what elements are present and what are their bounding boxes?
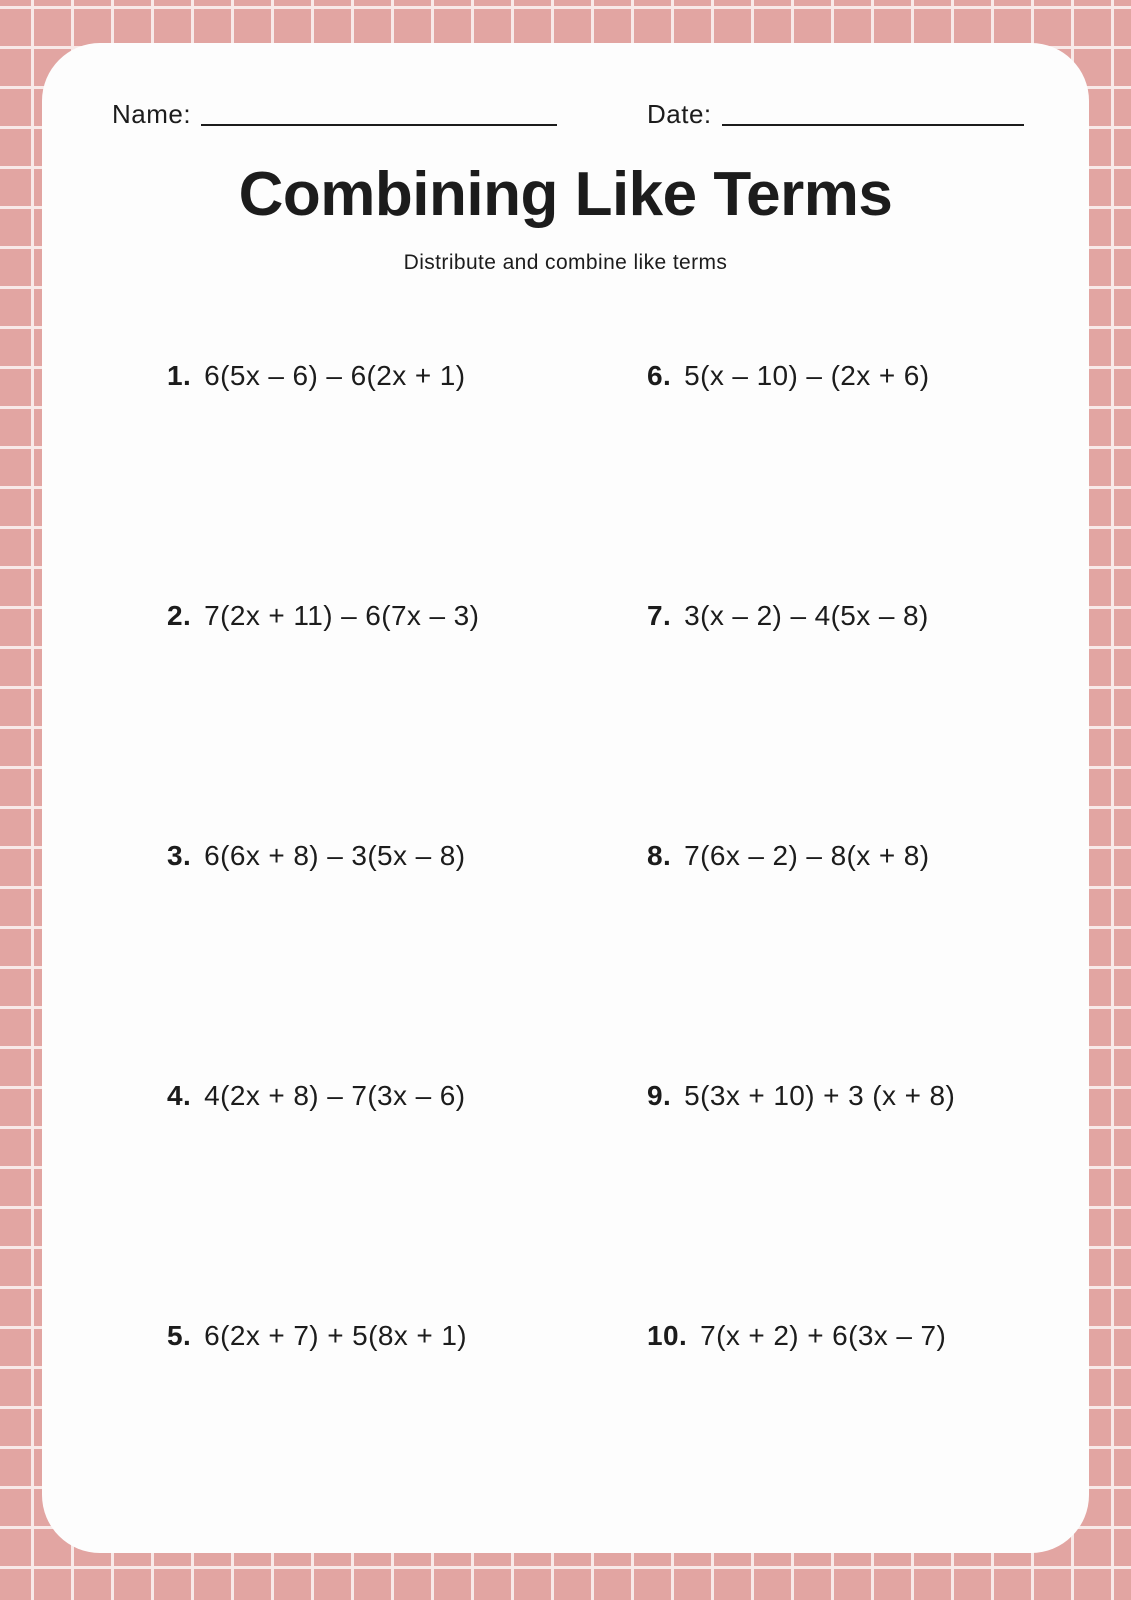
name-blank-line [201, 124, 557, 126]
problem-10-expression: 7(x + 2) + 6(3x – 7) [700, 1320, 947, 1351]
problem-9-expression: 5(3x + 10) + 3 (x + 8) [684, 1080, 956, 1111]
problem-4-number: 4. [167, 1080, 192, 1111]
problem-3 [167, 840, 647, 872]
problem-8 [647, 840, 1057, 872]
worksheet-paper [42, 43, 1089, 1553]
date-field [647, 100, 1024, 129]
problem-5-number: 5. [167, 1320, 192, 1351]
problem-7 [647, 600, 1057, 632]
problems-grid [167, 360, 1057, 1560]
date-label: Date: [647, 99, 712, 129]
problem-4 [167, 1080, 647, 1112]
problem-8-number: 8. [647, 840, 672, 871]
date-blank-line [722, 124, 1024, 126]
problem-10-number: 10. [647, 1320, 688, 1351]
problem-1-number: 1. [167, 360, 192, 391]
name-label: Name: [112, 99, 192, 129]
problem-6 [647, 360, 1057, 392]
worksheet-subtitle: Distribute and combine like terms [403, 251, 728, 274]
problem-9-number: 9. [647, 1080, 672, 1111]
problem-8-expression: 7(6x – 2) – 8(x + 8) [684, 840, 930, 871]
problem-7-number: 7. [647, 600, 672, 631]
problem-6-number: 6. [647, 360, 672, 391]
problem-3-number: 3. [167, 840, 192, 871]
problem-1 [167, 360, 647, 392]
problem-5 [167, 1320, 647, 1352]
worksheet-title: Combining Like Terms [238, 160, 893, 229]
problem-3-expression: 6(6x + 8) – 3(5x – 8) [204, 840, 466, 871]
problem-2-expression: 7(2x + 11) – 6(7x – 3) [204, 600, 480, 631]
problem-7-expression: 3(x – 2) – 4(5x – 8) [684, 600, 929, 631]
problem-2-number: 2. [167, 600, 192, 631]
problem-4-expression: 4(2x + 8) – 7(3x – 6) [204, 1080, 466, 1111]
problem-9 [647, 1080, 1057, 1112]
problem-2 [167, 600, 647, 632]
problem-5-expression: 6(2x + 7) + 5(8x + 1) [204, 1320, 468, 1351]
problem-6-expression: 5(x – 10) – (2x + 6) [684, 360, 930, 391]
problem-1-expression: 6(5x – 6) – 6(2x + 1) [204, 360, 466, 391]
problem-10 [647, 1320, 1057, 1352]
name-field [112, 100, 557, 129]
